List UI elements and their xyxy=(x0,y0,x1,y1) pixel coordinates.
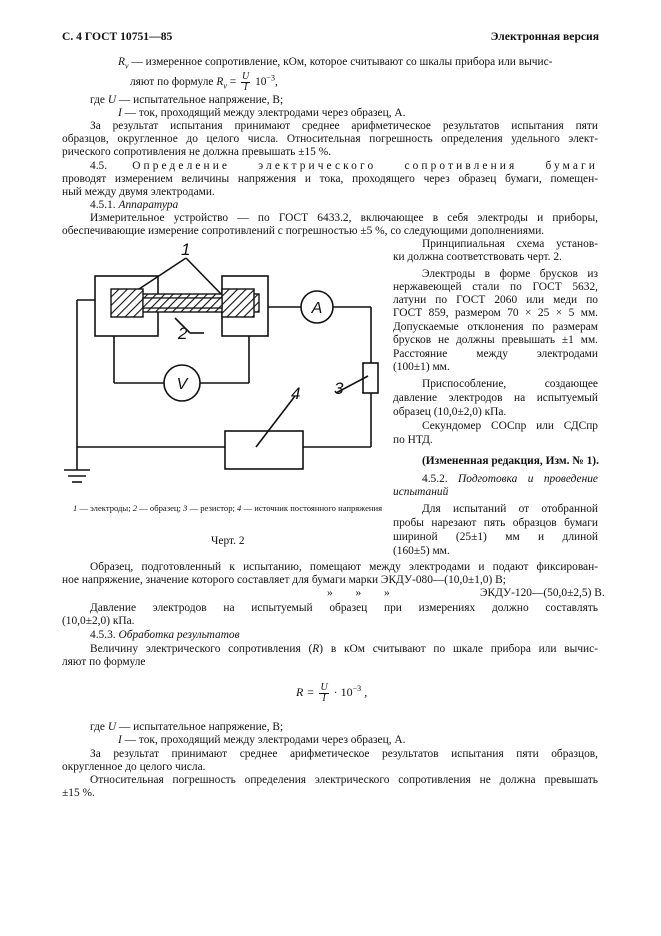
right-col-line: латуни по ГОСТ 2060 или меди по xyxy=(393,294,598,306)
section-4-5-1-line2: обеспечивающие измерение сопротивлений с погрешностью ±5 %, со следующими дополнениями. xyxy=(62,225,545,237)
header-right: Электронная версия xyxy=(490,30,599,43)
right-col-line: образец (10,0±2,0) кПа. xyxy=(393,406,507,418)
bottom-i-definition: I — ток, проходящий между электродами через образец, А. xyxy=(118,734,406,746)
right-col-line: давление электродов на испытуемый xyxy=(393,392,598,404)
ammeter-label: A xyxy=(311,300,323,317)
u-definition: где U — испытательное напряжение, В; xyxy=(90,94,284,106)
right-col-line: Расстояние между электродами xyxy=(393,348,598,360)
para1-line2: образцов, округленное до целого числа. Относительная погрешность определения удельного элект- xyxy=(62,133,598,145)
right-col-line: ГОСТ 859, размером 70 × 25 × 5 мм. xyxy=(393,307,598,319)
right-col-line: нержавеющей стали по ГОСТ 5632, xyxy=(393,281,598,293)
bottom-para2-line2: ±15 %. xyxy=(62,787,95,799)
sample xyxy=(143,298,222,308)
label-1: 1 xyxy=(181,240,191,259)
rv-formula-line: ляют по формуле $R_v$ = $\frac{U}{I}$ $10^{-3}$, xyxy=(130,71,278,93)
voltmeter-label: V xyxy=(176,376,188,393)
right-col-line: Приспособление, создающее xyxy=(422,378,598,390)
section-4-5-3-line1: Величину электрического сопротивления (R) в кОм считывают по шкале прибора или вычис- xyxy=(90,643,598,655)
after-fig-line4: Давление электродов на испытуемый образец при измерениях должно составлять xyxy=(90,602,598,614)
header-left: С. 4 ГОСТ 10751—85 xyxy=(62,30,173,43)
right-col-line: ки должна соответствовать черт. 2. xyxy=(393,251,562,263)
formula-r: R = $\frac{U}{I}$ · $10^{-3}$ , xyxy=(296,681,368,704)
right-electrode xyxy=(222,289,254,317)
left-electrode xyxy=(111,289,143,317)
rv-definition: $R_v$ — измеренное сопротивление, кОм, которое считывают со шкалы прибора или вычис- xyxy=(118,56,553,71)
right-col-line: Допускаемые отклонения по размерам xyxy=(393,321,598,333)
section-4-5-heading: 4.5. Определение электрического сопротивления бумаги xyxy=(90,160,598,172)
right-col-line: (160±5) мм. xyxy=(393,545,450,557)
para1-line1: За результат испытания принимают среднее арифметическое результатов испытания пяти xyxy=(90,120,598,132)
right-col-line: Электроды в форме брусков из xyxy=(422,268,598,280)
section-4-5-3-heading: 4.5.3. Обработка результатов xyxy=(90,629,240,641)
after-fig-line3: ЭКДУ-120—(50,0±2,5) В. xyxy=(480,587,605,599)
right-col-line: испытаний xyxy=(393,486,449,498)
ditto-marks: » » » xyxy=(327,587,390,599)
label-3: 3 xyxy=(334,379,344,398)
right-col-line: (Измененная редакция, Изм. № 1). xyxy=(422,455,599,467)
bottom-para1-line2: округленное до целого числа. xyxy=(62,761,206,773)
after-fig-line1: Образец, подготовленный к испытанию, помещают между электродами и подают фиксирован- xyxy=(90,561,598,573)
bottom-para1-line1: За результат принимают среднее арифметическое результатов испытания пяти образцов, xyxy=(90,748,598,760)
right-col-line: (100±1) мм. xyxy=(393,361,450,373)
section-4-5-line2: проводят измерением величины напряжения и тока, проходящего через образец бумаги, помещен- xyxy=(62,173,598,185)
label-2: 2 xyxy=(178,324,188,343)
i-definition: I — ток, проходящий между электродами через образец, А. xyxy=(118,107,406,119)
bottom-u-definition: где U — испытательное напряжение, В; xyxy=(90,721,284,733)
section-4-5-line3: ный между двумя электродами. xyxy=(62,186,215,198)
label-4: 4 xyxy=(291,384,301,403)
right-col-line: Для испытаний от отобранной xyxy=(422,503,598,515)
right-col-line: 4.5.2. Подготовка и проведение xyxy=(422,473,598,485)
bottom-para2-line1: Относительная погрешность определения электрического сопротивления не должна превышать xyxy=(90,774,598,786)
figure-title: Черт. 2 xyxy=(211,535,245,547)
right-col-line: брусков не должны превышать ±1 мм. xyxy=(393,334,598,346)
para1-line3: рического сопротивления не должна превышать ±15 %. xyxy=(62,146,332,158)
right-col-line: шириной (25±1) мм и длиной xyxy=(393,531,598,543)
right-col-line: пробы нарезают пять образцов бумаги xyxy=(393,517,598,529)
right-col-line: по НТД. xyxy=(393,434,433,446)
right-col-line: Принципиальная схема установ- xyxy=(422,238,598,250)
figure-caption: 1 — электроды; 2 — образец; 3 — резистор; 4 — источник постоянного напряжения xyxy=(72,503,383,513)
section-4-5-3-line2: ляют по формуле xyxy=(62,656,146,668)
right-col-line: Секундомер СОСпр или СДСпр xyxy=(422,420,598,432)
after-fig-line2: ное напряжение, значение которого составляет для бумаги марки ЭКДУ-080—(10,0±1,0) В; xyxy=(62,574,506,586)
section-4-5-1-line1: Измерительное устройство — по ГОСТ 6433.2, включающее в себя электроды и приборы, xyxy=(90,212,598,224)
section-4-5-1-heading: 4.5.1. Аппаратура xyxy=(90,199,179,211)
after-fig-line5: (10,0±2,0) кПа. xyxy=(62,615,135,627)
